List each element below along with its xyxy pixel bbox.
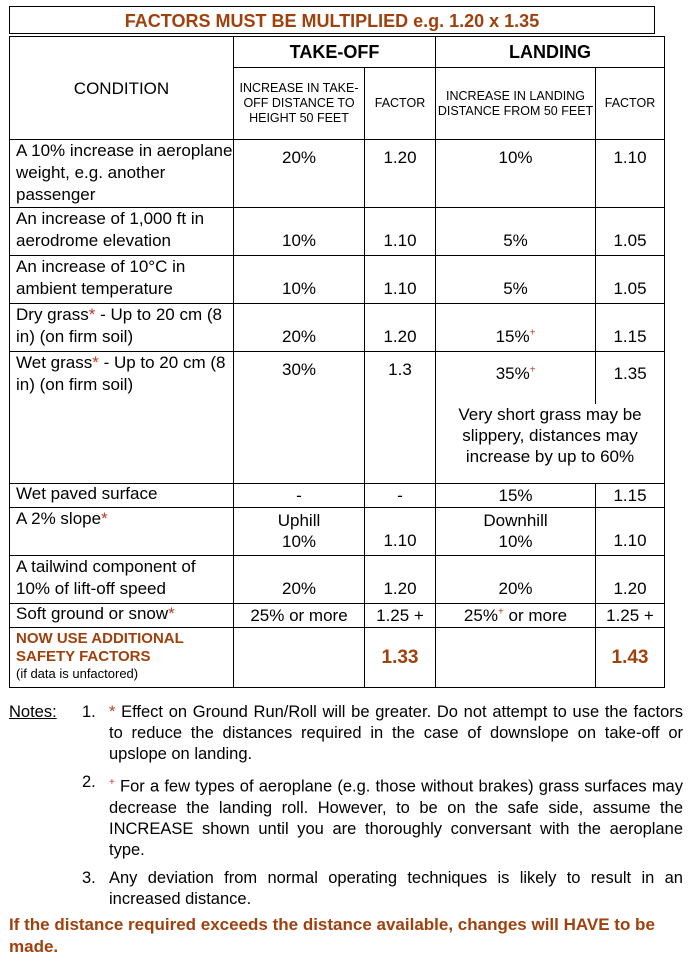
safety-factors-row [10, 628, 665, 688]
condition-cell [10, 604, 234, 628]
takeoff-factor-cell: 1.3 [365, 352, 436, 484]
table-row [10, 484, 665, 508]
note-text: For a few types of aeroplane (e.g. those without brakes) grass surfaces may decrease the landing roll. However, to be on the safe side, assume the INCREASE shown until you are thoroughly conversant with the aeroplane type. [109, 777, 683, 859]
landing-increase-cell: 15% [436, 484, 596, 508]
takeoff-factor-cell: 1.10 [365, 208, 436, 256]
empty-cell [436, 628, 596, 688]
star-mark: * [168, 604, 175, 623]
table-row [10, 208, 665, 256]
takeoff-factor-cell: 1.10 [365, 508, 436, 556]
condition-cell: Wet paved surface [10, 484, 234, 508]
landing-wet-grass-cell [436, 352, 665, 484]
note-text: Effect on Ground Run/Roll will be greater. Do not attempt to use the factors to reduce the distances required in the case of downslope on take-off or upslope on landing. [109, 703, 683, 763]
landing-increase-value: 25% [463, 606, 498, 625]
slope-value: 10% [498, 532, 533, 551]
slope-value: 10% [281, 532, 317, 551]
landing-increase-cell: 20% [436, 556, 596, 604]
note-item [9, 868, 683, 910]
safety-sub: (if data is unfactored) [16, 666, 139, 681]
landing-increase-rest: or more [503, 606, 568, 625]
takeoff-increase-cell: 20% [234, 140, 365, 208]
takeoff-increase-header: INCREASE IN TAKE-OFF DISTANCE TO HEIGHT 50 FEET [234, 68, 365, 140]
landing-factor-cell: 1.15 [596, 484, 665, 508]
condition-cell [10, 304, 234, 352]
note-text: Any deviation from normal operating techniques is likely to result in an increased distance. [109, 868, 683, 908]
notes-section [9, 702, 683, 917]
slope-direction: Downhill [483, 511, 548, 530]
star-mark: * [109, 703, 116, 721]
condition-cell: An increase of 10°C in ambient temperature [10, 256, 234, 304]
takeoff-factor-cell: - [365, 484, 436, 508]
landing-increase-cell [436, 304, 596, 352]
plus-mark: + [497, 606, 504, 618]
table-row [10, 604, 665, 628]
landing-factor-header: FACTOR [596, 68, 665, 140]
condition-cell: An increase of 1,000 ft in aerodrome elevation [10, 208, 234, 256]
landing-factor-cell: 1.10 [596, 508, 665, 556]
condition-cell: A tailwind component of 10% of lift-off speed [10, 556, 234, 604]
condition-cell: A 10% increase in aeroplane weight, e.g. another passenger [10, 140, 234, 208]
condition-text: A 2% slope [16, 509, 102, 528]
takeoff-increase-cell: 25% or more [234, 604, 365, 628]
takeoff-factor-cell: 1.20 [365, 304, 436, 352]
short-grass-note: Very short grass may be slippery, distances may increase by up to 60% [458, 405, 642, 466]
landing-increase-cell [436, 508, 596, 556]
plus-mark: + [109, 777, 115, 788]
star-mark: * [101, 509, 108, 528]
takeoff-increase-cell: - [234, 484, 365, 508]
slope-direction: Uphill [277, 511, 321, 530]
condition-rest: - Up to 20 cm (8 in) (on firm soil) [16, 305, 222, 346]
landing-increase-cell: 10% [436, 140, 596, 208]
landing-increase-header: INCREASE IN LANDING DISTANCE FROM 50 FEET [436, 68, 596, 140]
takeoff-increase-cell: 20% [234, 304, 365, 352]
landing-increase-cell: 5% [436, 256, 596, 304]
landing-increase-cell [436, 352, 595, 404]
takeoff-increase-cell: 10% [234, 256, 365, 304]
landing-factor-cell: 1.35 [595, 352, 664, 404]
landing-increase-value: 35% [495, 364, 530, 383]
safety-label: NOW USE ADDITIONAL SAFETY FACTORS [16, 630, 184, 665]
empty-cell [234, 628, 365, 688]
notes-label: Notes: [9, 703, 57, 721]
plus-mark: + [529, 364, 536, 376]
table-row [10, 556, 665, 604]
takeoff-factor-cell: 1.20 [365, 556, 436, 604]
table-row [10, 140, 665, 208]
landing-factor-cell: 1.20 [596, 556, 665, 604]
landing-increase-cell: 5% [436, 208, 596, 256]
note-item [9, 702, 683, 765]
note-number: 2. [82, 773, 96, 791]
takeoff-increase-cell: 10% [234, 208, 365, 256]
note-number: 3. [82, 868, 96, 887]
condition-text: Dry grass [16, 305, 89, 324]
takeoff-increase-cell [234, 508, 365, 556]
condition-cell [10, 508, 234, 556]
table-row [10, 304, 665, 352]
takeoff-safety-factor: 1.33 [365, 628, 436, 688]
landing-increase-cell [436, 604, 596, 628]
takeoff-factor-header: FACTOR [365, 68, 436, 140]
takeoff-factor-cell: 1.25 + [365, 604, 436, 628]
landing-increase-value: 15% [495, 327, 530, 346]
star-mark: * [88, 305, 96, 324]
landing-header: LANDING [436, 37, 665, 68]
safety-cell [10, 628, 234, 688]
landing-factor-cell: 1.05 [596, 256, 665, 304]
condition-header: CONDITION [10, 37, 234, 140]
star-mark: * [92, 353, 99, 372]
landing-factor-cell: 1.05 [596, 208, 665, 256]
takeoff-increase-cell: 30% [234, 352, 365, 484]
final-warning: If the distance required exceeds the distance available, changes will HAVE to be made. [9, 915, 655, 956]
condition-rest: - Up to 20 cm (8 in) (on firm soil) [16, 353, 226, 394]
plus-mark: + [529, 327, 536, 339]
table-row [10, 256, 665, 304]
takeoff-factor-cell: 1.20 [365, 140, 436, 208]
condition-text: Wet grass [16, 353, 93, 372]
condition-cell [10, 352, 234, 484]
landing-factor-cell: 1.15 [596, 304, 665, 352]
factors-table [9, 36, 665, 688]
table-row [10, 352, 665, 484]
takeoff-header: TAKE-OFF [234, 37, 436, 68]
table-row [10, 508, 665, 556]
landing-factor-cell: 1.10 [596, 140, 665, 208]
takeoff-increase-cell: 20% [234, 556, 365, 604]
condition-text: Soft ground or snow [16, 604, 169, 623]
table-title: FACTORS MUST BE MULTIPLIED e.g. 1.20 x 1.35 [9, 6, 655, 34]
takeoff-factor-cell: 1.10 [365, 256, 436, 304]
note-number: 1. [82, 703, 96, 721]
landing-safety-factor: 1.43 [596, 628, 665, 688]
landing-factor-cell: 1.25 + [596, 604, 665, 628]
note-item [9, 772, 683, 861]
